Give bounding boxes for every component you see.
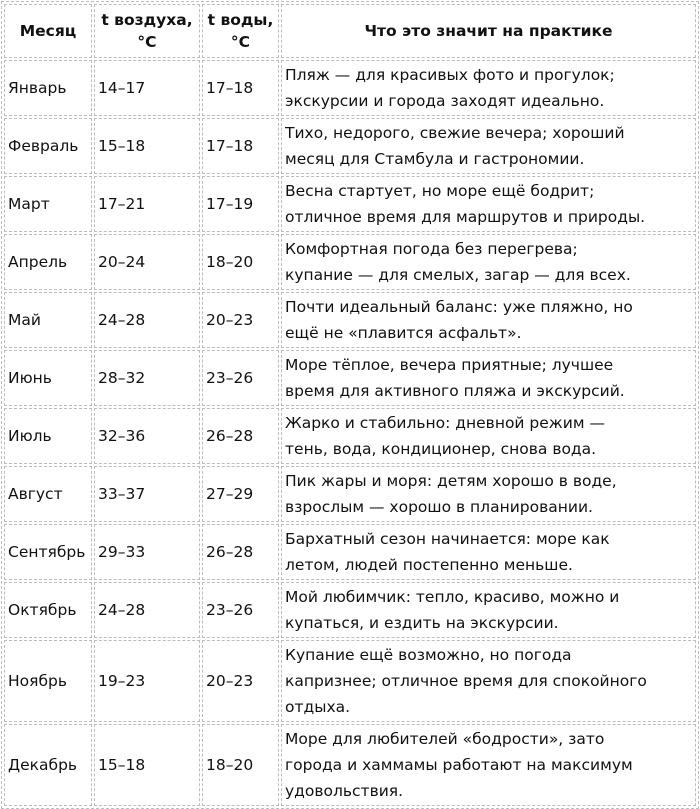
month-cell: Декабрь: [4, 724, 92, 806]
note-line: взрослым — хорошо в планировании.: [285, 498, 593, 516]
note-line: Море тёплое, вечера приятные; лучшее: [285, 356, 614, 374]
table-row: [4, 176, 696, 232]
water-temp-cell: 18–20: [202, 234, 279, 290]
air-temp-cell: 28–32: [94, 350, 200, 406]
note-line: Купание ещё возможно, но погода: [285, 646, 572, 664]
water-temp-cell: 20–23: [202, 292, 279, 348]
note-cell: [281, 466, 696, 522]
note-cell: [281, 524, 696, 580]
water-temp-cell: 17–18: [202, 60, 279, 116]
table-row: [4, 292, 696, 348]
table-row: [4, 350, 696, 406]
air-temp-cell: 24–28: [94, 292, 200, 348]
air-temp-cell: 32–36: [94, 408, 200, 464]
note-line: Пик жары и моря: детям хорошо в воде,: [285, 472, 617, 490]
note-line: месяц для Стамбула и гастрономии.: [285, 150, 585, 168]
note-line: Море для любителей «бодрости», зато: [285, 730, 605, 748]
month-cell: Апрель: [4, 234, 92, 290]
month-cell: Июнь: [4, 350, 92, 406]
air-temp-cell: 17–21: [94, 176, 200, 232]
note-line: удовольствия.: [285, 782, 404, 800]
month-cell: Январь: [4, 60, 92, 116]
note-line: отдыха.: [285, 698, 351, 716]
climate-table: [1, 1, 699, 809]
note-line: Комфортная погода без перегрева;: [285, 240, 578, 258]
header-water-unit: °C: [230, 33, 251, 51]
air-temp-cell: 14–17: [94, 60, 200, 116]
note-cell: [281, 408, 696, 464]
note-line: летом, людей постепенно меньше.: [285, 556, 573, 574]
water-temp-cell: 23–26: [202, 350, 279, 406]
month-cell: Июль: [4, 408, 92, 464]
water-temp-cell: 18–20: [202, 724, 279, 806]
table-row: [4, 466, 696, 522]
note-line: Бархатный сезон начинается: море как: [285, 530, 610, 548]
table-row: [4, 118, 696, 174]
note-line: тень, вода, кондиционер, снова вода.: [285, 440, 597, 458]
note-line: города и хаммамы работают на максимум: [285, 756, 633, 774]
header-row: [4, 4, 696, 58]
water-temp-cell: 17–19: [202, 176, 279, 232]
header-water-temp: [202, 4, 279, 58]
header-water-label: t воды,: [207, 11, 274, 29]
air-temp-cell: 29–33: [94, 524, 200, 580]
note-line: Почти идеальный баланс: уже пляжно, но: [285, 298, 633, 316]
note-cell: [281, 60, 696, 116]
water-temp-cell: 27–29: [202, 466, 279, 522]
table-row: [4, 408, 696, 464]
note-line: время для активного пляжа и экскурсий.: [285, 382, 625, 400]
header-air-label: t воздуха,: [101, 11, 193, 29]
note-line: ещё не «плавится асфальт».: [285, 324, 522, 342]
note-line: Жарко и стабильно: дневной режим —: [285, 414, 605, 432]
note-line: купание — для смелых, загар — для всех.: [285, 266, 631, 284]
note-cell: [281, 176, 696, 232]
header-air-unit: °C: [137, 33, 157, 51]
table-row: [4, 640, 696, 722]
table-row: [4, 60, 696, 116]
header-air-temp: [94, 4, 200, 58]
table-row: [4, 724, 696, 806]
air-temp-cell: 33–37: [94, 466, 200, 522]
note-line: капризнее; отличное время для спокойного: [285, 672, 647, 690]
water-temp-cell: 26–28: [202, 408, 279, 464]
month-cell: Март: [4, 176, 92, 232]
air-temp-cell: 15–18: [94, 118, 200, 174]
note-cell: [281, 292, 696, 348]
table-row: [4, 234, 696, 290]
note-line: Тихо, недорого, свежие вечера; хороший: [285, 124, 625, 142]
note-line: экскурсии и города заходят идеально.: [285, 92, 605, 110]
month-cell: Октябрь: [4, 582, 92, 638]
air-temp-cell: 24–28: [94, 582, 200, 638]
note-cell: [281, 640, 696, 722]
month-cell: Февраль: [4, 118, 92, 174]
water-temp-cell: 26–28: [202, 524, 279, 580]
month-cell: Май: [4, 292, 92, 348]
month-cell: Ноябрь: [4, 640, 92, 722]
water-temp-cell: 23–26: [202, 582, 279, 638]
header-month-label: Месяц: [19, 22, 77, 40]
note-line: Пляж — для красивых фото и прогулок;: [285, 66, 615, 84]
table-row: [4, 582, 696, 638]
air-temp-cell: 20–24: [94, 234, 200, 290]
header-month: [4, 4, 92, 58]
note-line: Мой любимчик: тепло, красиво, можно и: [285, 588, 620, 606]
note-line: Весна стартует, но море ещё бодрит;: [285, 182, 595, 200]
note-line: отличное время для маршрутов и природы.: [285, 208, 646, 226]
month-cell: Август: [4, 466, 92, 522]
header-note: [281, 4, 696, 58]
note-cell: [281, 234, 696, 290]
month-cell: Сентябрь: [4, 524, 92, 580]
note-cell: [281, 350, 696, 406]
water-temp-cell: 20–23: [202, 640, 279, 722]
air-temp-cell: 19–23: [94, 640, 200, 722]
table-row: [4, 524, 696, 580]
header-note-label: Что это значит на практике: [364, 22, 613, 40]
note-line: купаться, и ездить на экскурсии.: [285, 614, 559, 632]
water-temp-cell: 17–18: [202, 118, 279, 174]
note-cell: [281, 582, 696, 638]
air-temp-cell: 15–18: [94, 724, 200, 806]
note-cell: [281, 724, 696, 806]
note-cell: [281, 118, 696, 174]
